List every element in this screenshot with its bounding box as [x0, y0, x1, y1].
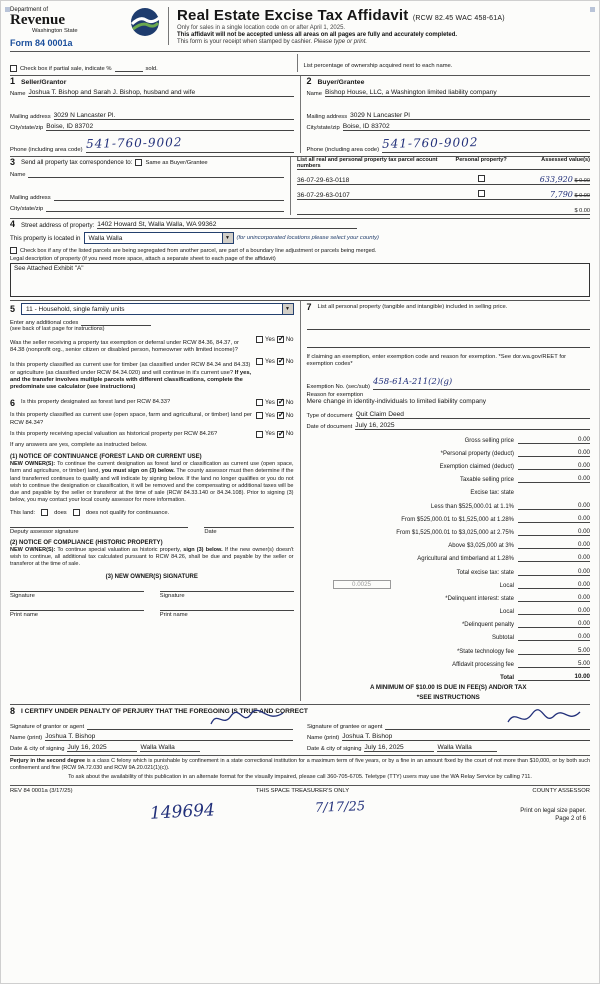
owner-printname-line[interactable]: Print name [10, 610, 144, 618]
tax-value-field[interactable]: 0.00 [518, 462, 590, 470]
no-checkbox[interactable] [277, 399, 284, 406]
tax-value-field[interactable]: 0.00 [518, 620, 590, 628]
does-not-label: does not qualify for continuance. [85, 509, 170, 516]
buyer-phone-field[interactable]: 541-760-9002 [382, 134, 590, 153]
section-8-certification [10, 707, 590, 752]
grantee-name-label: Name (print) [307, 735, 340, 742]
tax-row: Exemption claimed (deduct) 0.00 [439, 462, 590, 471]
legal-size-note: Print on legal size paper. Page 2 of 6 [520, 808, 586, 823]
section-3-number: 3 [10, 157, 16, 167]
seller-name-field[interactable]: Joshua T. Bishop and Sarah J. Bishop, husband and wife [28, 89, 293, 97]
county-dropdown-value: Walla Walla [88, 234, 123, 242]
section-2-number: 2 [306, 76, 312, 86]
perjury-statement: Perjury in the second degree is a class C felony which is punishable by confinement in a state correctional institution for a maximum term of five years, or by a fine in an amount fixed by the court of not more than $10,000, or by both such confinement and fine (RCW 9A.72.030 and RCW 9A.20.021(1)(c)). [10, 755, 590, 772]
tax-row: *State technology fee 5.00 [456, 646, 590, 655]
tax-value-field[interactable]: 0.00 [518, 554, 590, 562]
seller-name-label: Name [10, 91, 26, 97]
tax-row: From $525,000.01 to $1,525,000 at 1.28% 0.00 [401, 514, 590, 523]
yes-checkbox[interactable] [256, 399, 263, 406]
section-4-property [10, 220, 590, 297]
section-2-buyer [300, 76, 591, 153]
title-block [168, 7, 590, 45]
owner-signature-line[interactable]: Signature [160, 591, 294, 599]
personal-property-checkbox[interactable] [478, 190, 485, 197]
corr-name-field[interactable] [28, 170, 284, 178]
tax-value-field[interactable]: 0.00 [518, 633, 590, 641]
tax-row: *Delinquent interest: state 0.00 [445, 593, 590, 602]
parcel-row [297, 185, 590, 200]
parcel-table [290, 157, 590, 215]
ownership-note: List percentage of ownership acquired next to each name. [297, 54, 591, 72]
yes-no-group: Yes ✓ No [256, 412, 293, 419]
grantee-city-field[interactable]: Walla Walla [437, 744, 497, 752]
tax-value-field[interactable]: 0.00 [518, 594, 590, 602]
assessed-value-col-header: Assessed value(s) [541, 157, 590, 163]
does-not-checkbox[interactable] [73, 509, 80, 516]
section-6-number: 6 [10, 398, 16, 409]
partial-sale-checkbox[interactable] [10, 65, 17, 72]
tax-value-field[interactable]: 0.00 [518, 541, 590, 549]
grantee-name-field[interactable]: Joshua T. Bishop [342, 733, 590, 741]
local-rate-box[interactable]: 0.0025 [333, 580, 391, 589]
additional-codes-label: Enter any additional codes [10, 320, 79, 326]
treasurer-stamp-number: 149694 [149, 800, 216, 825]
additional-codes-field[interactable] [81, 318, 151, 326]
street-address-label: Street address of property: [21, 222, 95, 229]
yes-no-group: Yes ✓ No [256, 358, 293, 365]
if-yes-note: If any answers are yes, complete as instructed below. [10, 442, 148, 449]
exemption-deferral-question [10, 336, 294, 354]
section-3-and-parcels [10, 157, 590, 215]
new-owner-signature-row [10, 591, 294, 599]
personal-property-line-1[interactable] [307, 322, 591, 330]
no-checkbox[interactable] [277, 358, 284, 365]
tax-row: From $1,525,000.01 to $3,025,000 at 2.75% 0.00 [396, 527, 590, 536]
tax-row: *Delinquent penalty 0.00 [461, 620, 590, 629]
parcel-col-header: List all real and personal property tax parcel account numbers [297, 157, 438, 169]
buyer-address-field[interactable]: 3029 N Lancaster Pl [350, 112, 590, 120]
dor-logo-block [10, 7, 160, 48]
right-column [300, 301, 591, 701]
tax-value-field[interactable]: 5.00 [518, 647, 590, 655]
owner-printname-line[interactable]: Print name [160, 610, 294, 618]
notice-continuance-body: NEW OWNER(S): To continue the current designation as forest land or classification as current use (open space, farm and agriculture, or timber) land, you must sign on (3) below. The county assessor must then determine if the land transferred continues to qualify and will indicate by signing below. If the land no longer qualifies or you do not wish to continue the designation or classification, it will be removed and the compensating or additional taxes will be due and payable by the seller or transferor at the time of sale (RCW 84.33.140 or 84.34.108). Prior to signing (3) below, you may contact your local county assessor for more information. [10, 461, 294, 504]
segregated-checkbox[interactable] [10, 247, 17, 254]
historic-property-question [10, 431, 294, 438]
tax-value-field[interactable]: 0.00 [518, 515, 590, 523]
deputy-date-line[interactable]: Date [204, 527, 293, 535]
tax-row: Local 0.00 [499, 607, 590, 616]
dept-of-label: Department of [10, 7, 49, 13]
yes-checkbox[interactable] [256, 412, 263, 419]
footer-row [10, 785, 590, 794]
tax-row: Taxable selling price 0.00 [459, 475, 590, 484]
partial-sale-row [10, 54, 297, 72]
buyer-csz-field[interactable]: Boise, ID 83702 [343, 123, 590, 131]
treasurer-space-label: THIS SPACE TREASURER'S ONLY [255, 788, 350, 795]
seller-csz-field[interactable]: Boise, ID 83702 [46, 123, 293, 131]
grantor-signature-label: Signature of grantor or agent [10, 724, 85, 731]
yes-no-group: Yes ✓ No [256, 336, 293, 343]
notice-continuance-title: (1) NOTICE OF CONTINUANCE (FOREST LAND OR CURRENT USE) [10, 454, 202, 461]
personal-property-col-header: Personal property? [455, 157, 507, 163]
tax-row-local: 0.0025 Local 0.00 [307, 578, 591, 589]
grantee-date-field[interactable]: July 16, 2025 [364, 744, 434, 752]
tax-row: Affidavit processing fee 5.00 [452, 659, 590, 668]
section-4-number: 4 [10, 219, 16, 229]
question-text: Was the seller receiving a property tax exemption or deferral under RCW 84.36, 84.37, or 84.38 (nonprofit org., senior citizen or disabled person, homeowner with limited income)? [10, 340, 239, 354]
grantee-signature-block [307, 716, 590, 752]
tax-value-field[interactable]: 0.00 [518, 568, 590, 576]
section-5-number: 5 [10, 303, 16, 314]
tax-total-row: Total 10.00 [500, 673, 590, 682]
yes-checkbox[interactable] [256, 358, 263, 365]
owner-signature-line[interactable]: Signature [10, 591, 144, 599]
segregated-label: Check box if any of the listed parcels are being segregated from another parcel, are part of a boundary line adjustment or parcels being merged. [20, 247, 377, 254]
yes-checkbox[interactable] [256, 336, 263, 343]
parcel-row [297, 170, 590, 185]
corr-name-label: Name [10, 172, 26, 178]
personal-property-line-2[interactable] [307, 340, 591, 348]
tax-row: Total excise tax: state 0.00 [456, 567, 590, 576]
tax-value-field[interactable]: 0.00 [518, 449, 590, 457]
parcel-number-field[interactable]: 36-07-29-63-0107 [297, 192, 350, 199]
tax-value-field[interactable]: 0.00 [518, 475, 590, 483]
partial-sale-label: Check box if partial sale, indicate % [20, 66, 112, 72]
washington-state-label: Washington State [32, 28, 78, 34]
tax-row: Subtotal 0.00 [491, 633, 590, 642]
revenue-wordmark: Revenue [10, 12, 65, 28]
date-of-document-field[interactable]: July 16, 2025 [355, 422, 590, 430]
legal-description-field[interactable]: See Attached Exhibit "A" [10, 263, 590, 297]
assessed-value-cell[interactable]: $ 0.00 [574, 208, 590, 214]
tax-row: Above $3,025,000 at 3% 0.00 [448, 541, 590, 550]
deputy-assessor-signature-line[interactable]: Deputy assessor signature [10, 527, 188, 535]
seller-phone-label: Phone (including area code) [10, 147, 83, 153]
same-as-buyer-checkbox[interactable] [135, 159, 142, 166]
county-dropdown[interactable] [84, 232, 234, 244]
tax-row: Excise tax: state [470, 490, 514, 497]
personal-property-checkbox[interactable] [478, 175, 485, 182]
corr-csz-label: City/state/zip [10, 206, 44, 212]
no-checkbox[interactable] [277, 336, 284, 343]
grantee-signature-script [504, 708, 584, 735]
tax-value-field[interactable]: 0.00 [518, 528, 590, 536]
current-use-question [10, 412, 294, 426]
county-assessor-label: COUNTY ASSESSOR [532, 788, 590, 795]
buyer-phone-label: Phone (including area code) [306, 147, 380, 153]
type-of-document-field[interactable]: Quit Claim Deed [356, 411, 590, 419]
header-note-3: This form is your receipt when stamped by cashier. Please type or print. [177, 39, 368, 45]
section-8-number: 8 [10, 706, 16, 717]
date-of-document-label: Date of document [306, 424, 353, 431]
codes-instructions-note: (see back of last page for instructions) [10, 326, 105, 332]
no-checkbox[interactable] [277, 412, 284, 419]
grantee-date-label: Date & city of signing [307, 746, 362, 753]
grantor-name-label: Name (print) [10, 735, 43, 742]
buyer-grantee-title: Buyer/Grantee [317, 79, 365, 86]
parcel-table-header [297, 157, 590, 170]
seller-phone-field[interactable]: 541-760-9002 [86, 134, 294, 153]
see-instructions-note: *SEE INSTRUCTIONS [416, 694, 480, 702]
same-as-buyer-label: Same as Buyer/Grantee [145, 159, 208, 166]
rcw-reference: (RCW 82.45 WAC 458-61A) [412, 15, 505, 22]
located-in-label: This property is located in [10, 234, 81, 242]
partial-sale-sold-label: sold. [145, 66, 158, 72]
forest-land-question [10, 399, 294, 408]
reason-for-exemption-label: Reason for exemption [306, 392, 364, 399]
minimum-due-note: A MINIMUM OF $10.00 IS DUE IN FEE(S) AND/OR TAX [369, 684, 527, 692]
yes-no-group: Yes ✓ No [256, 399, 293, 406]
does-checkbox[interactable] [41, 509, 48, 516]
alternate-format-note: To ask about the availability of this publication in an alternate format for the visually impaired, please call 360-705-6705. Teletype (TTY) users may use the WA Relay Service by calling 711. [68, 774, 532, 781]
assessed-value-cell[interactable]: 633,920 $ 0.00 [539, 175, 590, 184]
certify-statement: I CERTIFY UNDER PENALTY OF PERJURY THAT THE FOREGOING IS TRUE AND CORRECT [21, 708, 308, 716]
treasurer-stamp-date: 7/17/25 [314, 799, 366, 817]
chevron-down-icon[interactable]: ▼ [282, 304, 293, 314]
grantor-name-field[interactable]: Joshua T. Bishop [45, 733, 293, 741]
parcel-number-field[interactable]: 36-07-29-63-0118 [297, 177, 350, 184]
assessed-value-cell[interactable]: 7,790 $ 0.00 [549, 190, 590, 199]
tax-value-field[interactable]: 0.00 [518, 436, 590, 444]
question-text: Is this property receiving special valuation as historical property per RCW 84.26? [10, 430, 218, 437]
exemption-number-field[interactable]: 458-61A-211(2)(g) [373, 371, 590, 390]
partial-sale-percent-field[interactable] [115, 64, 143, 72]
question-text: Is this property classified as current use for timber (as classified under RCW 84.34 and 84.33) or agriculture (as classified under RCW 84.34.020) and will continue in it's current use? If yes, and the transfer involves multiple parcels with different classifications, complete the predominate use calculator (see instructions) [10, 362, 252, 391]
land-qualify-row [10, 509, 294, 516]
lower-columns [10, 301, 590, 701]
form-title: Real Estate Excise Tax Affidavit (RCW 82.45 WAC 458-61A) [177, 7, 505, 24]
parcel-row [297, 200, 590, 215]
top-instructions-row [10, 54, 590, 72]
corr-address-field[interactable] [54, 193, 284, 201]
grantor-date-label: Date & city of signing [10, 746, 65, 753]
section-1-seller [10, 76, 300, 153]
reason-for-exemption-field[interactable]: Mere change in identity-individuals to limited liability company [306, 398, 487, 406]
grantor-signature-script [207, 708, 287, 735]
notice-compliance-body: NEW OWNER(S): To continue special valuation as historic property, sign (3) below. If the new owner(s) doesn't wish to continue, all additional tax calculated pursuant to RCW 84.26, shall be due and payable by the seller or transferor at the time of sale. [10, 547, 294, 568]
question-text: Is this property classified as current use (open space, farm and agricultural, or timber) land per RCW 84.34? [10, 412, 252, 426]
form-header [10, 7, 590, 52]
dor-seal-icon [130, 7, 160, 42]
corner-mark-right [590, 7, 595, 12]
grantee-signature-label: Signature of grantee or agent [307, 724, 383, 731]
tax-row: *Personal property (deduct) 0.00 [440, 448, 590, 457]
correspondence-label: Send all property tax correspondence to: [21, 159, 133, 166]
new-owner-printname-row [10, 610, 294, 618]
section-3-correspondence [10, 157, 290, 215]
tax-total-field[interactable]: 10.00 [518, 673, 590, 681]
personal-property-cell [455, 190, 506, 199]
buyer-name-label: Name [306, 91, 322, 97]
grantor-date-field[interactable]: July 16, 2025 [67, 744, 137, 752]
parties-section [10, 76, 590, 153]
corr-address-label: Mailing address [10, 195, 51, 201]
exemption-number-label: Exemption No. (sec/sub) [306, 384, 370, 391]
header-note-2: This affidavit will not be accepted unless all areas on all pages are fully and accurately completed. [177, 32, 458, 38]
tax-value-field[interactable]: 0.00 [518, 607, 590, 615]
new-owners-signature-title: (3) NEW OWNER(S) SIGNATURE [105, 573, 198, 580]
buyer-csz-label: City/state/zip [306, 125, 340, 131]
county-note: (for unincorporated locations please select your county) [236, 235, 379, 241]
grantor-signature-field[interactable] [87, 722, 293, 730]
seller-address-label: Mailing address [10, 114, 51, 120]
timber-agriculture-question [10, 358, 294, 391]
section-7-number: 7 [306, 302, 312, 312]
tax-value-field[interactable]: 0.00 [518, 581, 590, 589]
deputy-assessor-row [10, 527, 294, 535]
tax-row: Agricultural and timberland at 1.28% 0.00 [417, 554, 590, 563]
section-1-number: 1 [10, 76, 16, 86]
use-code-dropdown[interactable] [21, 303, 293, 315]
chevron-down-icon[interactable]: ▼ [222, 233, 233, 243]
rev-number: REV 84 0001a (3/17/25) [10, 788, 73, 795]
personal-property-label: List all personal property (tangible and intangible) included in selling price. [317, 304, 508, 310]
form-number: Form 84 0001a [10, 38, 73, 48]
tax-value-field[interactable]: 5.00 [518, 660, 590, 668]
grantee-signature-field[interactable] [385, 722, 590, 730]
does-label: does [54, 509, 67, 516]
street-address-field[interactable]: 1402 Howard St, Walla Walla, WA 99362 [97, 221, 357, 229]
tax-value-field[interactable]: 0.00 [518, 502, 590, 510]
left-column [10, 301, 300, 701]
header-note-1: Only for sales in a single location code on or after April 1, 2025. [177, 25, 346, 31]
type-of-document-label: Type of document [306, 413, 353, 420]
grantor-city-field[interactable]: Walla Walla [140, 744, 200, 752]
tax-row: Less than $525,000.01 at 1.1% 0.00 [430, 501, 590, 510]
yes-no-group: Yes ✓ No [256, 431, 293, 438]
yes-checkbox[interactable] [256, 431, 263, 438]
seller-address-field[interactable]: 3029 N Lancaster Pl. [54, 112, 294, 120]
page-number: Page 2 of 6 [555, 816, 586, 823]
tax-row: Gross selling price 0.00 [464, 435, 590, 444]
grantor-signature-block [10, 716, 293, 752]
stamp-area [10, 794, 590, 844]
buyer-name-field[interactable]: Bishop House, LLC, a Washington limited liability company [325, 89, 590, 97]
corr-csz-field[interactable] [46, 204, 284, 212]
personal-property-cell [455, 175, 506, 184]
seller-csz-label: City/state/zip [10, 125, 44, 131]
buyer-address-label: Mailing address [306, 114, 348, 120]
no-checkbox[interactable] [277, 431, 284, 438]
use-code-value: 11 - Household, single family units [26, 305, 125, 313]
corner-mark-left [5, 7, 10, 12]
this-land-label: This land: [10, 509, 36, 516]
seller-grantor-title: Seller/Grantor [21, 79, 67, 86]
question-text: Is this property designated as forest land per RCW 84.33? [21, 399, 171, 406]
legal-description-label: Legal description of property (if you need more space, attach a separate sheet to each page of the affidavit) [10, 256, 276, 262]
exemption-instructions: If claiming an exemption, enter exemption code and reason for exemption. *See dor.wa.gov/REET for exemption codes* [306, 354, 567, 368]
notice-compliance-title: (2) NOTICE OF COMPLIANCE (HISTORIC PROPERTY) [10, 540, 163, 547]
